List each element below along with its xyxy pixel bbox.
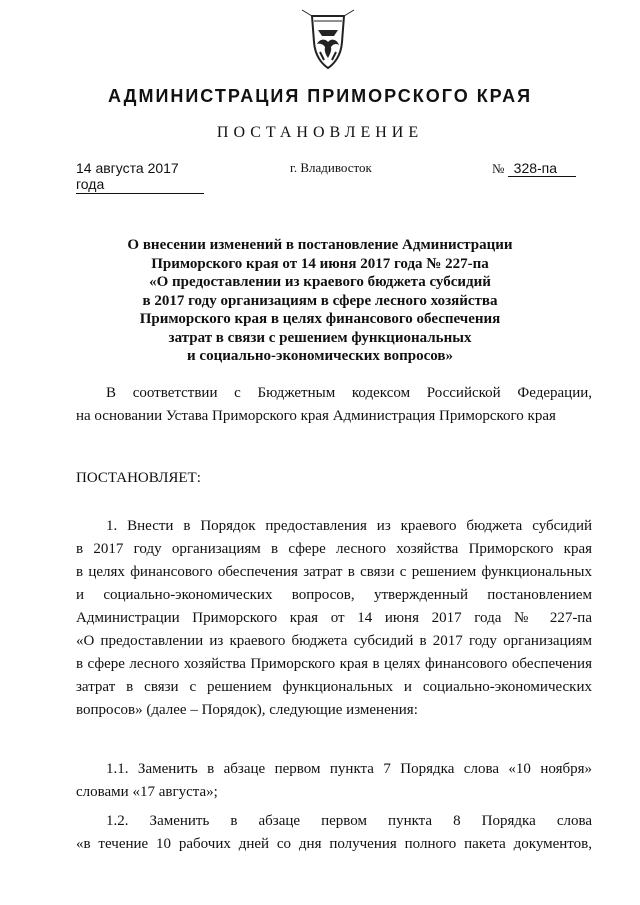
title-line: затрат в связи с решением функциональных xyxy=(168,329,472,346)
text-line: В соответствии с Бюджетным кодексом Российской Федерации, xyxy=(106,385,592,401)
title-line: «О предоставлении из краевого бюджета субсидий xyxy=(149,274,491,290)
text-line: Администрации Приморского края от 14 июня 2017 года № 227-па xyxy=(76,610,592,626)
preamble-paragraph xyxy=(76,382,592,428)
document-city: г. Владивосток xyxy=(290,160,372,175)
item-1-2-paragraph xyxy=(76,810,592,856)
item-1-1-paragraph xyxy=(76,758,592,804)
text-line: вопросов» (далее – Порядок), следующие изменения: xyxy=(76,702,418,718)
document-number: 328-па xyxy=(508,160,576,177)
text-line: 1. Внести в Порядок предоставления из краевого бюджета субсидий xyxy=(106,518,592,534)
text-line: на основании Устава Приморского края Администрация Приморского края xyxy=(76,408,556,424)
text-line: и социально-экономических вопросов, утвержденный постановлением xyxy=(76,587,592,603)
primorye-coat-of-arms-icon xyxy=(298,8,358,78)
document-type: ПОСТАНОВЛЕНИЕ xyxy=(216,124,424,141)
title-line: О внесении изменений в постановление Администрации xyxy=(127,237,513,253)
text-line: словами «17 августа»; xyxy=(76,784,218,800)
text-line: в 2017 году организациям в сфере лесного хозяйства Приморского края xyxy=(76,541,592,557)
text-line: «в течение 10 рабочих дней со дня получения полного пакета документов, xyxy=(76,836,592,852)
item-1-paragraph xyxy=(76,515,592,722)
text-line: 1.2. Заменить в абзаце первом пункта 8 Порядка слова xyxy=(106,813,592,829)
text-line: «О предоставлении из краевого бюджета субсидий в 2017 году организациям xyxy=(76,633,592,649)
text-line: в сфере лесного хозяйства Приморского края в целях финансового обеспечения xyxy=(76,656,592,672)
decree-word: ПОСТАНОВЛЯЕТ: xyxy=(76,470,201,486)
text-line: затрат в связи с решением функциональных и социально-экономических xyxy=(76,679,592,695)
title-line: в 2017 году организациям в сфере лесного хозяйства xyxy=(142,292,498,309)
text-line: в целях финансового обеспечения затрат в связи с решением функциональных xyxy=(76,564,592,580)
document-number-block xyxy=(492,160,576,177)
title-line: Приморского края в целях финансового обеспечения xyxy=(139,311,501,327)
document-date: 14 августа 2017 года xyxy=(76,160,204,194)
number-prefix: № xyxy=(492,161,505,176)
document-title xyxy=(60,236,580,366)
agency-name: АДМИНИСТРАЦИЯ ПРИМОРСКОГО КРАЯ xyxy=(107,86,533,106)
title-line: и социально-экономических вопросов» xyxy=(187,348,453,364)
text-line: 1.1. Заменить в абзаце первом пункта 7 Порядка слова «10 ноября» xyxy=(106,761,592,777)
title-line: Приморского края от 14 июня 2017 года № 227-па xyxy=(151,255,489,272)
